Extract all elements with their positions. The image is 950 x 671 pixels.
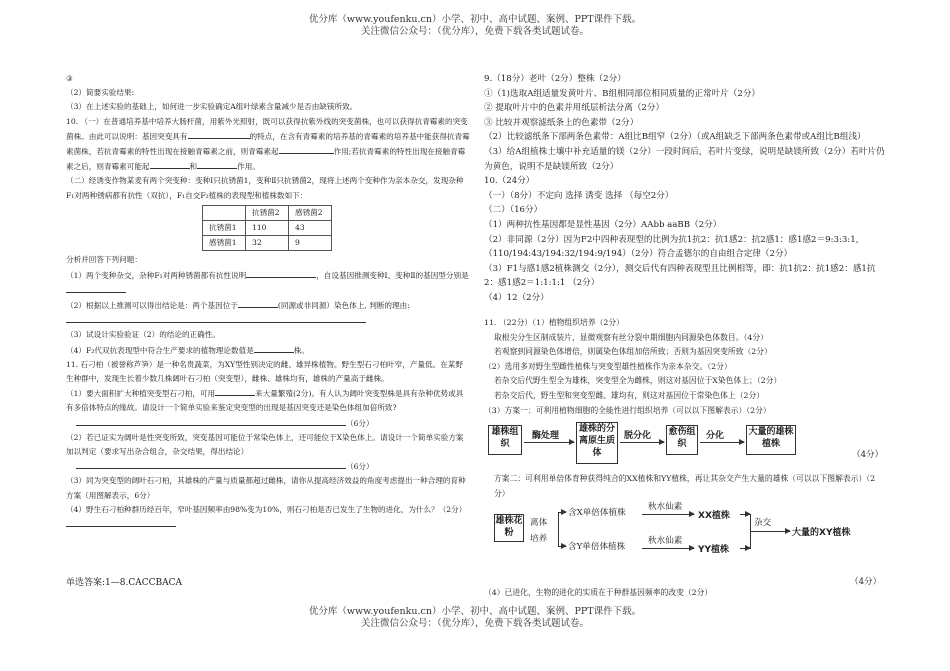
table-row (203, 236, 332, 251)
flow-box-male-tissue: 雄株组织 (488, 425, 522, 455)
header-line-1: 优分库（www.youfenku.cn）小学、初中、高中试题、案例、PPT课件下载。 (308, 14, 642, 25)
flow-xx-plant: XX植株 (698, 511, 730, 521)
text-line: ③ (66, 74, 73, 83)
haploid-breeding-flow (484, 504, 886, 560)
answer-blank (246, 268, 316, 278)
header-line-2: 关注微信公众号：（优分库），免费下载各类试题试卷。 (360, 26, 589, 37)
answer-blank (238, 298, 278, 308)
text-span: （4）野生石刁柏种群历经百年，窄叶基因频率由98%变为10%，则石刁柏是否已发生了生物的进化，为什么？（2分） (66, 504, 467, 514)
text-span: 作用;若抗青霉素的特性出现在接触青霉素之后，则青霉素可能起 (66, 147, 466, 172)
answer-blank (76, 459, 346, 469)
flow-arrow (740, 548, 750, 549)
text-span: （6分） (346, 462, 374, 472)
answer-blank (188, 129, 250, 139)
answer-line: ② 提取叶片中的色素并用纸层析法分离（2分） (484, 103, 665, 114)
flow-arrow (558, 512, 566, 513)
table-row (203, 221, 332, 236)
flow-colchicine-1: 秋水仙素 (648, 502, 683, 512)
table-header: 感锈菌2 (289, 205, 332, 220)
answer-line: 若杂交后代野生型全为雄株，突变型全为雌株，则这对基因位于X染色体上；（2分） (494, 376, 782, 386)
answer-line: 10.（24分） (484, 176, 535, 187)
answer-line-evolution (484, 586, 886, 600)
answer-blank (76, 416, 346, 426)
text-line: （2）若已证实为阔叶是性突变所致，突变基因可能位于常染色体上，还可能位于X染色体上。请设计一个简单实验方案加以判定（要求写出杂合组合，杂交结果，得出结论） (66, 432, 464, 457)
answer-line: （一）（8分）不定向 选择 诱变 选择 （每空2分） (484, 190, 674, 201)
flow-arrow (750, 531, 790, 532)
text-span: 10. （一）在普通培养基中培养大肠杆菌，用紫外光照射，既可以获得抗紫外线的突变菌株，也可以获得抗青霉素的突变菌株。由此可以说明：基因突变具有 (66, 116, 468, 141)
text-line: （二）经诱变作物某麦有两个突变种：变种Ⅰ只抗锈菌1，变种Ⅱ只抗锈菌2，现将上述两个变种作为亲本杂交，发现杂种F₁对两种锈病都有抗性（双抗），F₁自交F₂植株的表现型和植株数如下： (66, 176, 464, 200)
flow-arrow (524, 442, 574, 443)
answer-line: ①（1)选取A组适量发黄叶片、B组相同部位相同质量的正常叶片（2分） (484, 88, 761, 99)
answer-line: （二）（16分） (484, 205, 543, 216)
flow-arrow (642, 548, 694, 549)
flow-box-pollen: 雄株花粉 (494, 514, 524, 542)
table-cell: 32 (246, 236, 289, 251)
flow-bracket (558, 512, 559, 546)
flow-label-diff: 分化 (706, 431, 725, 441)
text-span: （4）F₂代双抗表现型中符合生产要求的植物理论数值是 (66, 345, 254, 355)
text-span: 株。 (293, 345, 309, 355)
answer-line: 11. （22分）（1）植物组织培养（2分） (484, 318, 624, 327)
answer-line: （4）12（2分） (484, 292, 549, 303)
left-column (66, 72, 470, 532)
flow-box-protoplast: 雄株的分离原生质体 (576, 422, 618, 464)
text-line: 分析并回答下列问题： (66, 255, 142, 265)
text-span: 来大量繁殖(2分)。有人认为阔叶突变型株是具有杂种优势或具有多倍体特点的缘故。请设计一个简单实验来鉴定突变型的出现是基因突变还是染色体组加倍所致? (66, 389, 464, 413)
answer-line: 方案二：可利用单倍体育种获得纯合的XX植株和YY植株，再让其杂交产生大量的雄株（可以以下图解表示）（2分） (494, 474, 876, 498)
answer-line: （2）非同源（2分）因为F2中四种表现型的比例为抗1抗2：抗1感2：抗2感1：感1感2＝9:3:3:1，（110/194:43/194:32/194:9/194）（2分）符合孟德尔的自由组合定律（2分） (484, 234, 865, 260)
text-line: （3）在上述实验的基础上，如何进一步实验确定A组叶绿素含量减少是否由缺镁所致。 (66, 102, 358, 112)
score-label: （4分） (852, 450, 884, 460)
table-cell: 抗锈菌1 (203, 221, 246, 236)
text-span: （1）两个变种杂交，杂种F₁对两种锈菌都有抗性说明 (66, 270, 247, 280)
question-line (66, 459, 470, 474)
flow-arrow (740, 514, 750, 515)
answer-line: 若杂交后代，野生型和突变型雌、雄均有，则这对基因位于常染色体上（2分） (494, 390, 765, 400)
text-span: (同源或非同源）染色体上, 判断的理由: (277, 301, 410, 311)
text-span: （6分） (346, 418, 374, 428)
answer-blank (197, 159, 237, 169)
table-cell: 9 (289, 236, 332, 251)
choice-answers: 单选答案:1—8.CACCBACA (66, 578, 183, 588)
table-cell: 感锈菌1 (203, 236, 246, 251)
table-cell: 43 (289, 221, 332, 236)
answer-line: （4）已进化，生物的进化的实质在于种群基因频率的改变（2分） (484, 588, 713, 597)
flow-arrow (558, 546, 566, 547)
text-span: 作用。 (237, 162, 260, 172)
question-line (66, 503, 470, 532)
footer-line-1: 优分库（www.youfenku.cn）小学、初中、高中试题、案例、PPT课件下载。 (308, 606, 642, 617)
text-line: （3）试设计实验验证（2）的结论的正确性。 (66, 330, 220, 340)
flow-arrow (642, 514, 694, 515)
answer-11-block (484, 316, 886, 418)
flow-label-dediff: 脱分化 (624, 431, 652, 441)
answer-line: （3）方案一：可利用植物细胞的全能性进行组织培养（可以以下图解表示）（2分） (484, 405, 771, 415)
answer-line: 取根尖分生区制成装片，显微观察有丝分裂中期细胞内同源染色体数目。（4分） (494, 332, 768, 342)
answer-blank (66, 313, 366, 323)
answer-blank (150, 159, 190, 169)
text-span: 的特点，在含有青霉素的培养基的青霉素的培养基中能获得抗青霉素菌株，若抗青霉素的特性出现在接触青霉素之前，则青霉素起 (66, 131, 470, 157)
flow-y-haploid: 含Y单倍体植株 (568, 542, 626, 552)
text-span: ，自设基因推测变种Ⅰ、变种Ⅱ的基因型分别是 (316, 270, 469, 280)
f2-table (202, 205, 332, 252)
question-line (66, 298, 470, 328)
flow-x-haploid: 含X单倍体植株 (568, 508, 626, 518)
text-line: 11. 石刁柏（被誉称芦笋）是一种名贵蔬菜，为XY型性别决定的雌、雄异株植物。野生型石刁柏叶窄，产量低。在某野生种群中，发现生长着少数几株阔叶石刁柏（突变型），雌株、雄株均有，雄株的产量高于雌株。 (66, 359, 463, 384)
flow-yy-plant: YY植株 (698, 545, 730, 555)
text-span: （2）根据以上推测可以得出结论是：两个基因位于 (66, 301, 238, 311)
answer-line: （2）选用多对野生型雌性植株与突变型雄性植株作为亲本杂交。（2分） (484, 361, 732, 371)
flow-arrow (700, 442, 744, 443)
text-span: 和 (189, 162, 198, 172)
question-line (66, 416, 470, 431)
answer-line-scheme2 (484, 472, 886, 501)
question-line (66, 386, 470, 415)
flow-colchicine-2: 秋水仙素 (648, 536, 683, 546)
answer-blank (66, 517, 176, 527)
footer-line-2: 关注微信公众号：（优分库），免费下载各类试题试卷。 (360, 618, 589, 629)
answer-blank (279, 144, 334, 154)
answer-blank (66, 283, 126, 293)
answer-line: （1）两种抗性基因都是显性基因（2分）AAbb aaBB（2分） (484, 219, 722, 230)
flow-xy-plants: 大量的XY植株 (792, 528, 851, 538)
right-column (484, 72, 886, 306)
question-line (66, 268, 470, 298)
flow-label-isolated: 离体 (530, 518, 548, 528)
question-10-intro (66, 115, 470, 175)
flow-box-callus: 愈伤组织 (666, 425, 698, 455)
table-header (203, 205, 246, 220)
table-header-row (203, 205, 332, 220)
flow-arrow (620, 442, 664, 443)
answer-blank (254, 343, 294, 353)
answer-line: 9.（18分）老叶（2分）整株（2分） (484, 74, 626, 84)
flow-label-culture: 培养 (530, 534, 548, 544)
table-cell: 110 (246, 221, 289, 236)
answer-line: （3）给A组植株土壤中补充适量的镁（2分）一段时间后，若叶片变绿，说明是缺镁所致（2分）若叶片仍为黄色，说明不是缺镁所致（2分） (484, 146, 885, 172)
tissue-culture-flow (484, 420, 884, 470)
score-label: （4分） (850, 577, 882, 587)
text-line: （2）简要实验结果: (66, 88, 135, 98)
answer-blank (215, 386, 255, 396)
question-line (66, 343, 470, 358)
page-header (0, 14, 950, 38)
answer-line: ③ 比较并观察滤纸条上的色素带（2分） (484, 117, 639, 128)
flow-label-cross: 杂交 (754, 518, 772, 528)
page-footer (0, 606, 950, 630)
answer-line: 若观察到同源染色体增倍，则属染色体组加倍所致；否则为基因突变所致（2分） (494, 347, 772, 357)
answer-line: （2）比较滤纸条下部两条色素带：A组比B组窄（2分）（或A组缺乏下部两条色素带或A组比B组浅） (484, 132, 866, 143)
text-line: （3）同为突变型的阔叶石刁柏，其雄株的产量与质量都超过雌株，请你从提高经济效益的角度考虑提出一种合理的育种方案（用图解表示，6分） (66, 476, 466, 500)
text-span: （1）要大面积扩大种植突变型石刁柏，可用 (66, 389, 216, 399)
flow-label-enzyme: 酶处理 (532, 431, 560, 441)
flow-box-plants: 大量的雄株植株 (746, 425, 796, 455)
table-header: 抗锈菌2 (246, 205, 289, 220)
answer-line: （3）F1与感1感2植株测交（2分），测交后代有四种表现型且比例相等，即：抗1抗2：抗1感2：感1抗2：感1感2＝1:1:1:1 （2分） (484, 263, 876, 289)
